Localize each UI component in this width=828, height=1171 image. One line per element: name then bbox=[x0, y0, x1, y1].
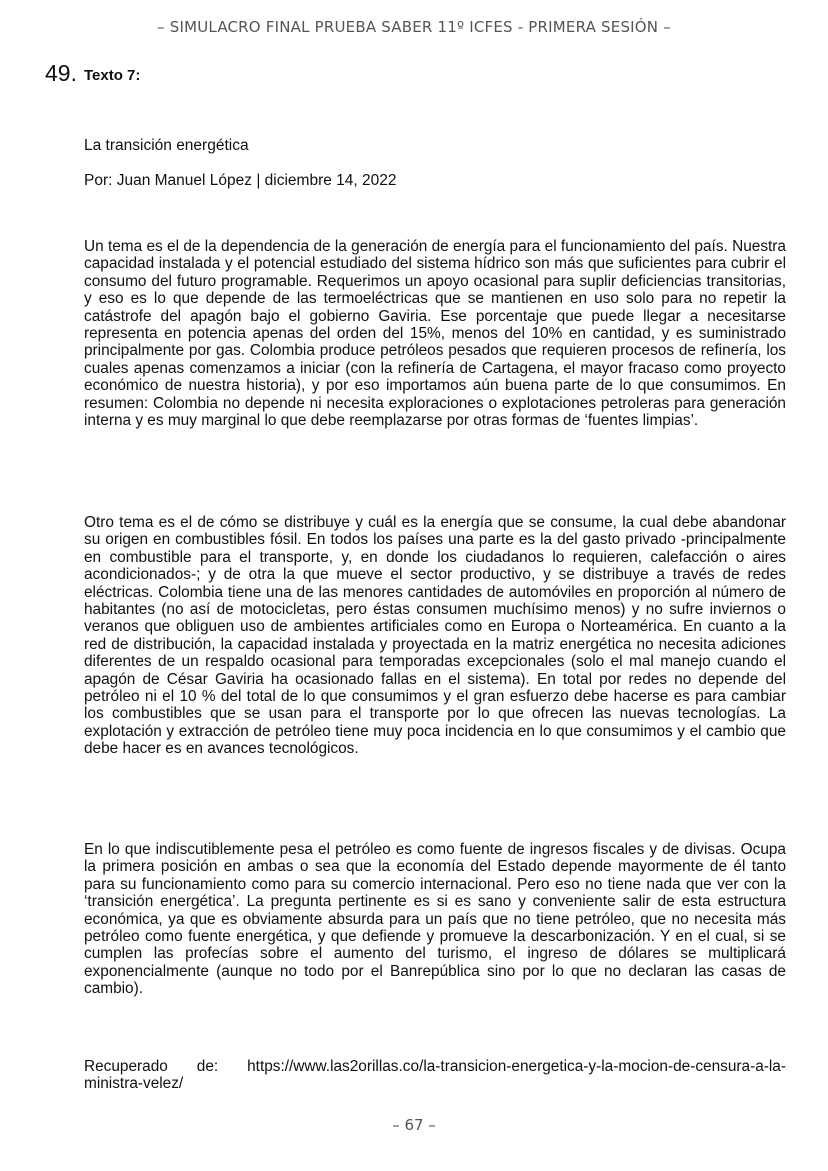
page-header: – SIMULACRO FINAL PRUEBA SABER 11º ICFES - PRIMERA SESIÓN – bbox=[157, 18, 671, 36]
article-title: La transición energética bbox=[84, 137, 249, 154]
article-source: Recuperado de: https://www.las2orillas.co/la-transicion-energetica-y-la-mocion-de-censura-a-la-ministra-velez/ bbox=[84, 1058, 786, 1093]
article-byline: Por: Juan Manuel López | diciembre 14, 2022 bbox=[84, 172, 397, 189]
page-number: – 67 – bbox=[392, 1116, 436, 1134]
article-paragraph: Un tema es el de la dependencia de la generación de energía para el funcionamiento del país. Nuestra capacidad instalada y el potencial estudiado del sistema hídrico son más que suficientes para cubrir el consumo del futuro programable. Requerimos un apoyo ocasional para suplir deficiencias transitorias, y eso es lo que depende de las termoeléctricas que se mantienen en uso solo para no repetir la catástrofe del apagón bajo el gobierno Gaviria. Ese porcentaje que puede llegar a necesitarse representa en potencia apenas del orden del 15%, menos del 10% en cantidad, y es suministrado principalmente por gas. Colombia produce petróleos pesados que requieren procesos de refinería, los cuales apenas comenzamos a iniciar (con la refinería de Cartagena, el mayor fracaso como proyecto económico de nuestra historia), y por eso importamos aún buena parte de lo que consumimos. En resumen: Colombia no depende ni necesita exploraciones o explotaciones petroleras para generación interna y es muy marginal lo que debe reemplazarse por otras formas de ‘fuentes limpias’. bbox=[84, 238, 786, 430]
question-number: 49. bbox=[45, 60, 77, 86]
question-label: Texto 7: bbox=[84, 67, 141, 84]
article-paragraph: En lo que indiscutiblemente pesa el petróleo es como fuente de ingresos fiscales y de divisas. Ocupa la primera posición en ambas o sea que la economía del Estado depende mayormente de él tanto para su funcionamiento como para su comercio internacional. Pero eso no tiene nada que ver con la ‘transición energética’. La pregunta pertinente es si es sano y conveniente salir de esta estructura económica, ya que es obviamente absurda para un país que no tiene petróleo, que no necesita más petróleo como fuente energética, y que defiende y promueve la descarbonización. Y en el cual, si se cumplen las profecías sobre el aumento del turismo, el ingreso de dólares se multiplicará exponencialmente (aunque no todo por el Banrepública sino por lo que no declaran las casas de cambio). bbox=[84, 841, 786, 998]
article-paragraph: Otro tema es el de cómo se distribuye y cuál es la energía que se consume, la cual debe abandonar su origen en combustibles fósil. En todos los países una parte es la del gasto privado -principalmente en combustible para el transporte, y, en donde los ciudadanos lo requieren, calefacción o aires acondicionados-; y de otra la que mueve el sector productivo, y se distribuye a través de redes eléctricas. Colombia tiene una de las menores cantidades de automóviles en proporción al número de habitantes (no así de motocicletas, pero éstas consumen muchísimo menos) y no sufre inviernos o veranos que obliguen uso de ambientes artificiales como en Europa o Norteamérica. En cuanto a la red de distribución, la capacidad instalada y proyectada en la matriz energética no necesita adiciones diferentes de un respaldo ocasional para temporadas excepcionales (solo el mal manejo cuando el apagón de César Gaviria ha ocasionado fallas en el sistema). En total por redes no depende del petróleo ni el 10 % del total de lo que consumimos y el gran esfuerzo debe hacerse es para cambiar los combustibles que se usan para el transporte por lo que ofrecen las nuevas tecnologías. La explotación y extracción de petróleo tiene muy poca incidencia en lo que consumimos y el cambio que debe hacer es en avances tecnológicos. bbox=[84, 514, 786, 758]
